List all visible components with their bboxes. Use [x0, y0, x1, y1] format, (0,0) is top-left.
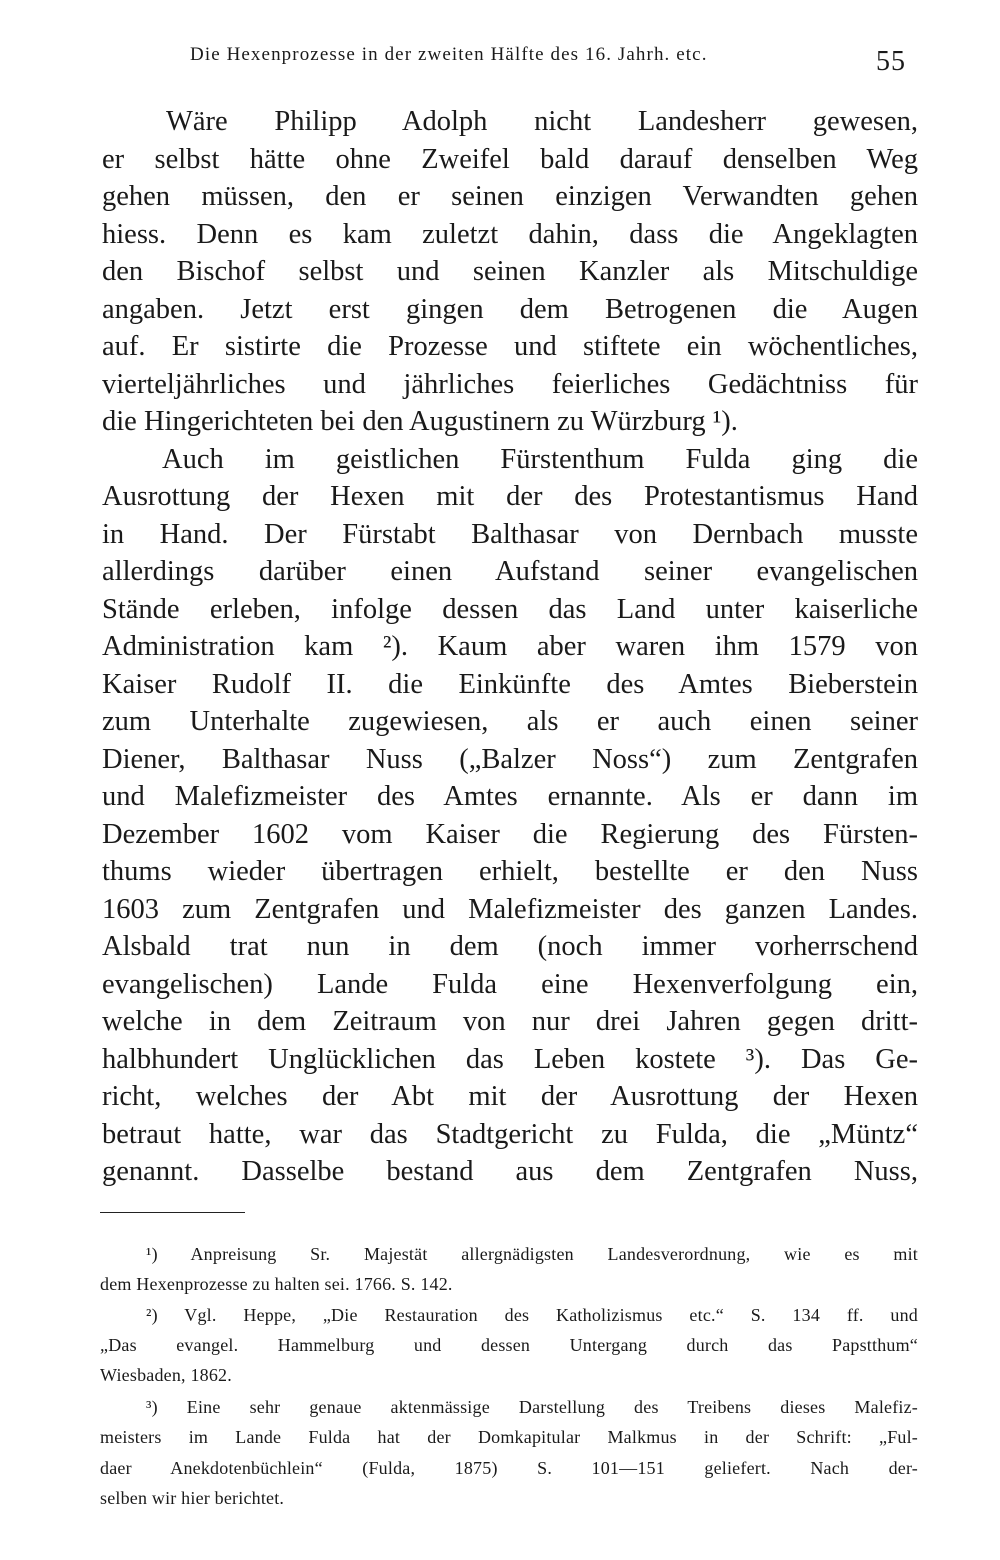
body-line: Alsbald trat nun in dem (noch immer vorherrschend	[102, 931, 918, 962]
footnote-line: „Das evangel. Hammelburg und dessen Untergang durch das Papstthum“	[100, 1335, 918, 1355]
body-line: evangelischen) Lande Fulda eine Hexenverfolgung ein,	[102, 969, 918, 1000]
body-line: und Malefizmeister des Amtes ernannte. Als er dann im	[102, 781, 918, 812]
body-line: welche in dem Zeitraum von nur drei Jahren gegen dritt-	[102, 1006, 918, 1037]
body-line: Ausrottung der Hexen mit der des Protestantismus Hand	[102, 481, 918, 512]
body-line: Stände erleben, infolge dessen das Land unter kaiserliche	[102, 594, 918, 625]
body-line: in Hand. Der Fürstabt Balthasar von Dernbach musste	[102, 519, 918, 550]
footnote-line: ¹) Anpreisung Sr. Majestät allergnädigsten Landesverordnung, wie es mit	[146, 1244, 918, 1264]
body-line: thums wieder übertragen erhielt, bestellte er den Nuss	[102, 856, 918, 887]
body-line: allerdings darüber einen Aufstand seiner evangelischen	[102, 556, 918, 587]
footnote-line: ³) Eine sehr genaue aktenmässige Darstellung des Treibens dieses Malefiz-	[146, 1397, 918, 1417]
body-line: vierteljährliches und jährliches feierliches Gedächtniss für	[102, 369, 918, 400]
body-line: 1603 zum Zentgrafen und Malefizmeister des ganzen Landes.	[102, 894, 918, 925]
body-line: angaben. Jetzt erst gingen dem Betrogenen die Augen	[102, 294, 918, 325]
body-line: den Bischof selbst und seinen Kanzler als Mitschuldige	[102, 256, 918, 287]
body-line: er selbst hätte ohne Zweifel bald darauf denselben Weg	[102, 144, 918, 175]
body-line: genannt. Dasselbe bestand aus dem Zentgrafen Nuss,	[102, 1156, 918, 1187]
body-line: halbhundert Unglücklichen das Leben kostete ³). Das Ge-	[102, 1044, 918, 1075]
body-line: hiess. Denn es kam zuletzt dahin, dass die Angeklagten	[102, 219, 918, 250]
page-number: 55	[876, 46, 906, 77]
body-line: gehen müssen, den er seinen einzigen Verwandten gehen	[102, 181, 918, 212]
body-line: Wäre Philipp Adolph nicht Landesherr gewesen,	[166, 106, 918, 137]
body-line: Kaiser Rudolf II. die Einkünfte des Amtes Bieberstein	[102, 669, 918, 700]
footnote-line: daer Anekdotenbüchlein“ (Fulda, 1875) S. 101—151 geliefert. Nach der-	[100, 1458, 918, 1478]
footnote-line: Wiesbaden, 1862.	[100, 1365, 232, 1385]
body-line: betraut hatte, war das Stadtgericht zu Fulda, die „Müntz“	[102, 1119, 918, 1150]
body-line: die Hingerichteten bei den Augustinern zu Würzburg ¹).	[102, 406, 738, 437]
footnote-line: selben wir hier berichtet.	[100, 1488, 285, 1508]
body-line: Dezember 1602 vom Kaiser die Regierung des Fürsten-	[102, 819, 918, 850]
footnote-line: meisters im Lande Fulda hat der Domkapitular Malkmus in der Schrift: „Ful-	[100, 1427, 918, 1447]
running-title: Die Hexenprozesse in der zweiten Hälfte des 16. Jahrh. etc.	[190, 44, 708, 65]
body-line: Administration kam ²). Kaum aber waren ihm 1579 von	[102, 631, 918, 662]
body-line: zum Unterhalte zugewiesen, als er auch einen seiner	[102, 706, 918, 737]
body-line: richt, welches der Abt mit der Ausrottung der Hexen	[102, 1081, 918, 1112]
footnote-line: dem Hexenprozesse zu halten sei. 1766. S. 142.	[100, 1274, 453, 1294]
body-line: auf. Er sistirte die Prozesse und stiftete ein wöchentliches,	[102, 331, 918, 362]
body-line: Diener, Balthasar Nuss („Balzer Noss“) zum Zentgrafen	[102, 744, 918, 775]
footnote-line: ²) Vgl. Heppe, „Die Restauration des Katholizismus etc.“ S. 134 ff. und	[146, 1305, 918, 1325]
footnote-separator	[100, 1212, 245, 1213]
body-line: Auch im geistlichen Fürstenthum Fulda ging die	[162, 444, 918, 475]
